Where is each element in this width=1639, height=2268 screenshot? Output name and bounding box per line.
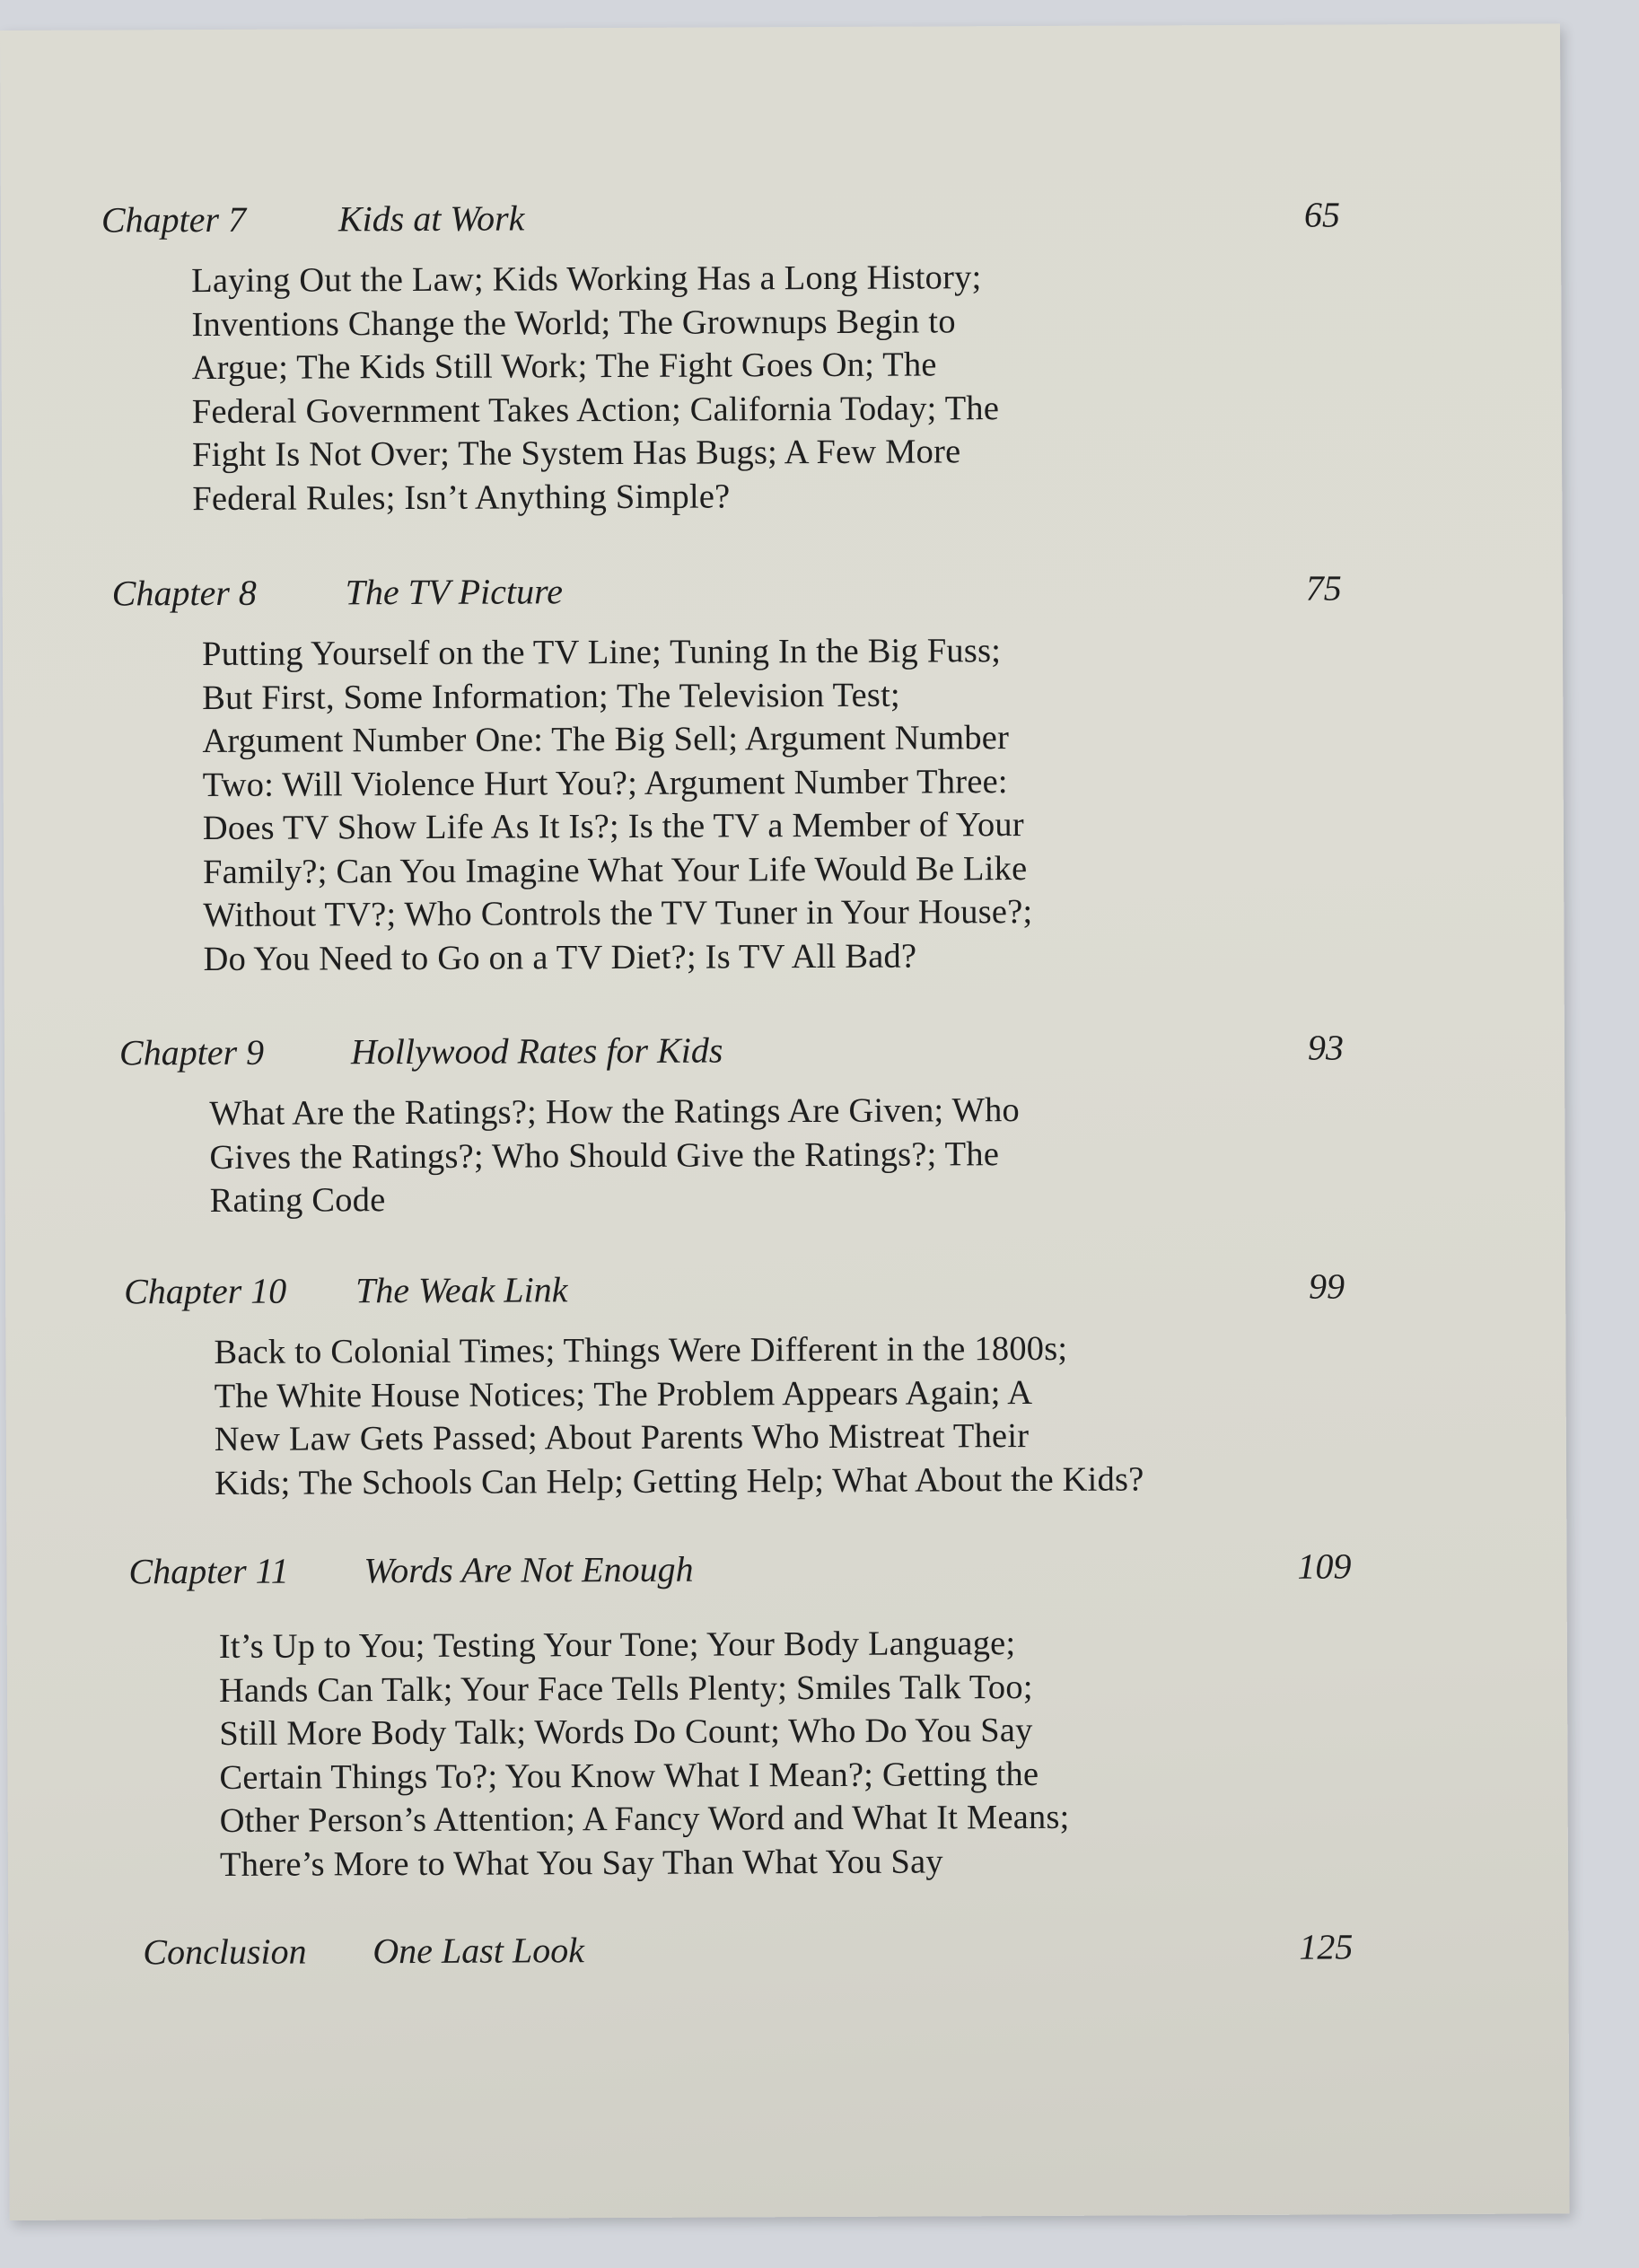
chapter-title: Kids at Work — [337, 197, 525, 240]
chapter-page-number: 99 — [1309, 1265, 1345, 1307]
chapter-title: Hollywood Rates for Kids — [350, 1029, 723, 1073]
contents-line: Still More Body Talk; Words Do Count; Who Do You Say — [219, 1711, 1033, 1753]
contents-line: Federal Rules; Isn’t Anything Simple? — [192, 477, 731, 518]
chapter-label: Chapter 10 — [124, 1270, 287, 1312]
contents-line: Without TV?; Who Controls the TV Tuner in Your House?; — [203, 892, 1033, 935]
chapter-contents — [119, 1087, 1345, 1222]
chapter-page-number: 93 — [1307, 1027, 1345, 1068]
toc-entry-chapter-9 — [119, 1020, 1345, 1222]
contents-line: Federal Government Takes Action; California Today; The — [191, 389, 1000, 431]
contents-line: The White House Notices; The Problem Appears Again; A — [214, 1373, 1033, 1415]
contents-line: Argument Number One: The Big Sell; Argument Number — [202, 719, 1010, 761]
contents-line: Argue; The Kids Still Work; The Fight Goes On; The — [191, 346, 937, 388]
chapter-page-number: 65 — [1303, 194, 1341, 235]
contents-line: Hands Can Talk; Your Face Tells Plenty; Smiles Talk Too; — [218, 1668, 1033, 1710]
chapter-label: Chapter 9 — [118, 1031, 265, 1073]
contents-line: Does TV Show Life As It Is?; Is the TV a Member of Your — [202, 806, 1024, 848]
contents-line: Certain Things To?; You Know What I Mean?; Getting the — [219, 1755, 1039, 1797]
contents-line: But First, Some Information; The Television Test; — [202, 676, 900, 717]
chapter-page-number: 109 — [1297, 1546, 1352, 1587]
entry-heading — [124, 1259, 1345, 1318]
contents-line: Rating Code — [209, 1181, 386, 1220]
chapter-contents — [112, 627, 1344, 981]
chapter-contents — [129, 1620, 1353, 1887]
contents-line: There’s More to What You Say Than What You Say — [219, 1842, 943, 1884]
contents-line: Back to Colonial Times; Things Were Different in the 1800s; — [214, 1329, 1068, 1371]
chapter-contents — [101, 254, 1341, 521]
toc-entry-chapter-10 — [124, 1259, 1345, 1505]
toc-entry-chapter-7 — [101, 188, 1342, 521]
contents-line: Do You Need to Go on a TV Diet?; Is TV All Bad? — [203, 937, 917, 978]
contents-line: Gives the Ratings?; Who Should Give the Ratings?; The — [209, 1134, 1000, 1177]
chapter-label: Chapter 7 — [101, 198, 247, 241]
contents-line: Two: Will Violence Hurt You?; Argument Number Three: — [202, 762, 1008, 804]
entry-heading — [119, 1020, 1344, 1080]
contents-line: New Law Gets Passed; About Parents Who Mistreat Their — [214, 1417, 1030, 1458]
chapter-title: Words Are Not Enough — [364, 1548, 694, 1591]
contents-line: Inventions Change the World; The Grownups Begin to — [191, 302, 956, 344]
contents-line: Fight Is Not Over; The System Has Bugs; A Few More — [191, 433, 961, 475]
toc-entry-chapter-11 — [128, 1539, 1353, 1887]
contents-line: Laying Out the Law; Kids Working Has a Long History; — [191, 258, 982, 301]
contents-line: Other Person’s Attention; A Fancy Word and What It Means; — [219, 1798, 1070, 1840]
entry-heading — [128, 1539, 1351, 1598]
contents-line: Family?; Can You Imagine What Your Life Would Be Like — [203, 849, 1028, 891]
chapter-label: Chapter 8 — [111, 572, 257, 614]
toc-entry-conclusion — [143, 1920, 1353, 1979]
entry-heading — [143, 1920, 1353, 1979]
chapter-label: Chapter 11 — [128, 1550, 289, 1592]
contents-line: It’s Up to You; Testing Your Tone; Your Body Language; — [218, 1624, 1016, 1666]
toc-entry-chapter-8 — [112, 561, 1344, 981]
chapter-contents — [124, 1326, 1345, 1505]
book-page — [0, 23, 1570, 2220]
chapter-title: One Last Look — [372, 1930, 585, 1972]
contents-line: Putting Yourself on the TV Line; Tuning In the Big Fuss; — [201, 632, 1002, 674]
chapter-label: Conclusion — [143, 1931, 307, 1973]
chapter-page-number: 75 — [1305, 567, 1342, 609]
entry-heading — [112, 561, 1342, 620]
chapter-title: The TV Picture — [345, 571, 564, 613]
chapter-title: The Weak Link — [355, 1269, 568, 1311]
chapter-page-number: 125 — [1299, 1926, 1354, 1967]
entry-heading — [101, 188, 1340, 247]
contents-line: What Are the Ratings?; How the Ratings Are Given; Who — [209, 1091, 1021, 1133]
contents-line: Kids; The Schools Can Help; Getting Help; What About the Kids? — [214, 1459, 1144, 1502]
